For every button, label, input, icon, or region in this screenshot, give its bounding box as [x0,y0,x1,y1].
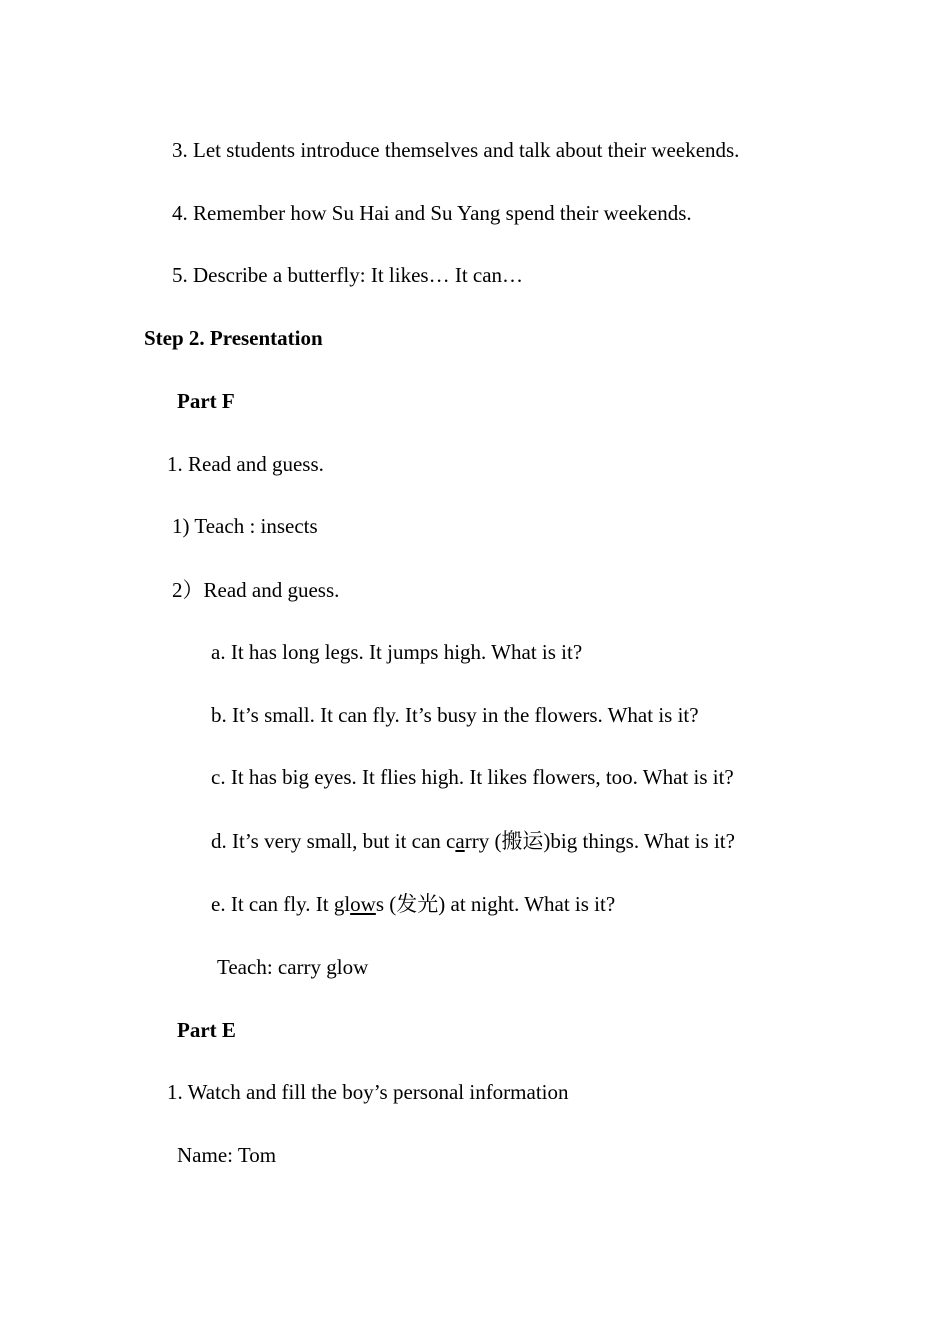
text-read-guess-2: 2）Read and guess. [172,578,340,602]
text-read-guess: 1. Read and guess. [167,452,324,476]
question-e-pre: e. It can fly. It gl [211,892,351,916]
question-a: a. It has long legs. It jumps high. What is it? [211,640,583,664]
heading-part-e: Part E [177,1018,236,1042]
question-d-pre: d. It’s very small, but it can c [211,829,456,853]
text-teach-insects: 1) Teach : insects [172,514,318,538]
question-b: b. It’s small. It can fly. It’s busy in the flowers. What is it? [211,703,699,727]
text-teach-carry-glow: Teach: carry glow [217,955,369,979]
question-d-post: rry (搬运)big things. What is it? [464,829,735,853]
heading-part-f: Part F [177,389,235,413]
question-e-underline: ow [350,892,376,916]
text-name-tom: Name: Tom [177,1143,277,1167]
question-d-underline: a [455,829,465,853]
text-line-butterfly: 5. Describe a butterfly: It likes… It can… [172,263,524,287]
question-c: c. It has big eyes. It flies high. It likes flowers, too. What is it? [211,765,734,789]
text-watch-fill: 1. Watch and fill the boy’s personal information [167,1080,569,1104]
heading-step2: Step 2. Presentation [144,326,323,350]
question-e [211,891,615,917]
question-e-post: s (发光) at night. What is it? [375,892,616,916]
text-line-introduce: 3. Let students introduce themselves and talk about their weekends. [172,138,740,162]
text-line-remember: 4. Remember how Su Hai and Su Yang spend their weekends. [172,201,692,225]
question-d [211,828,735,854]
